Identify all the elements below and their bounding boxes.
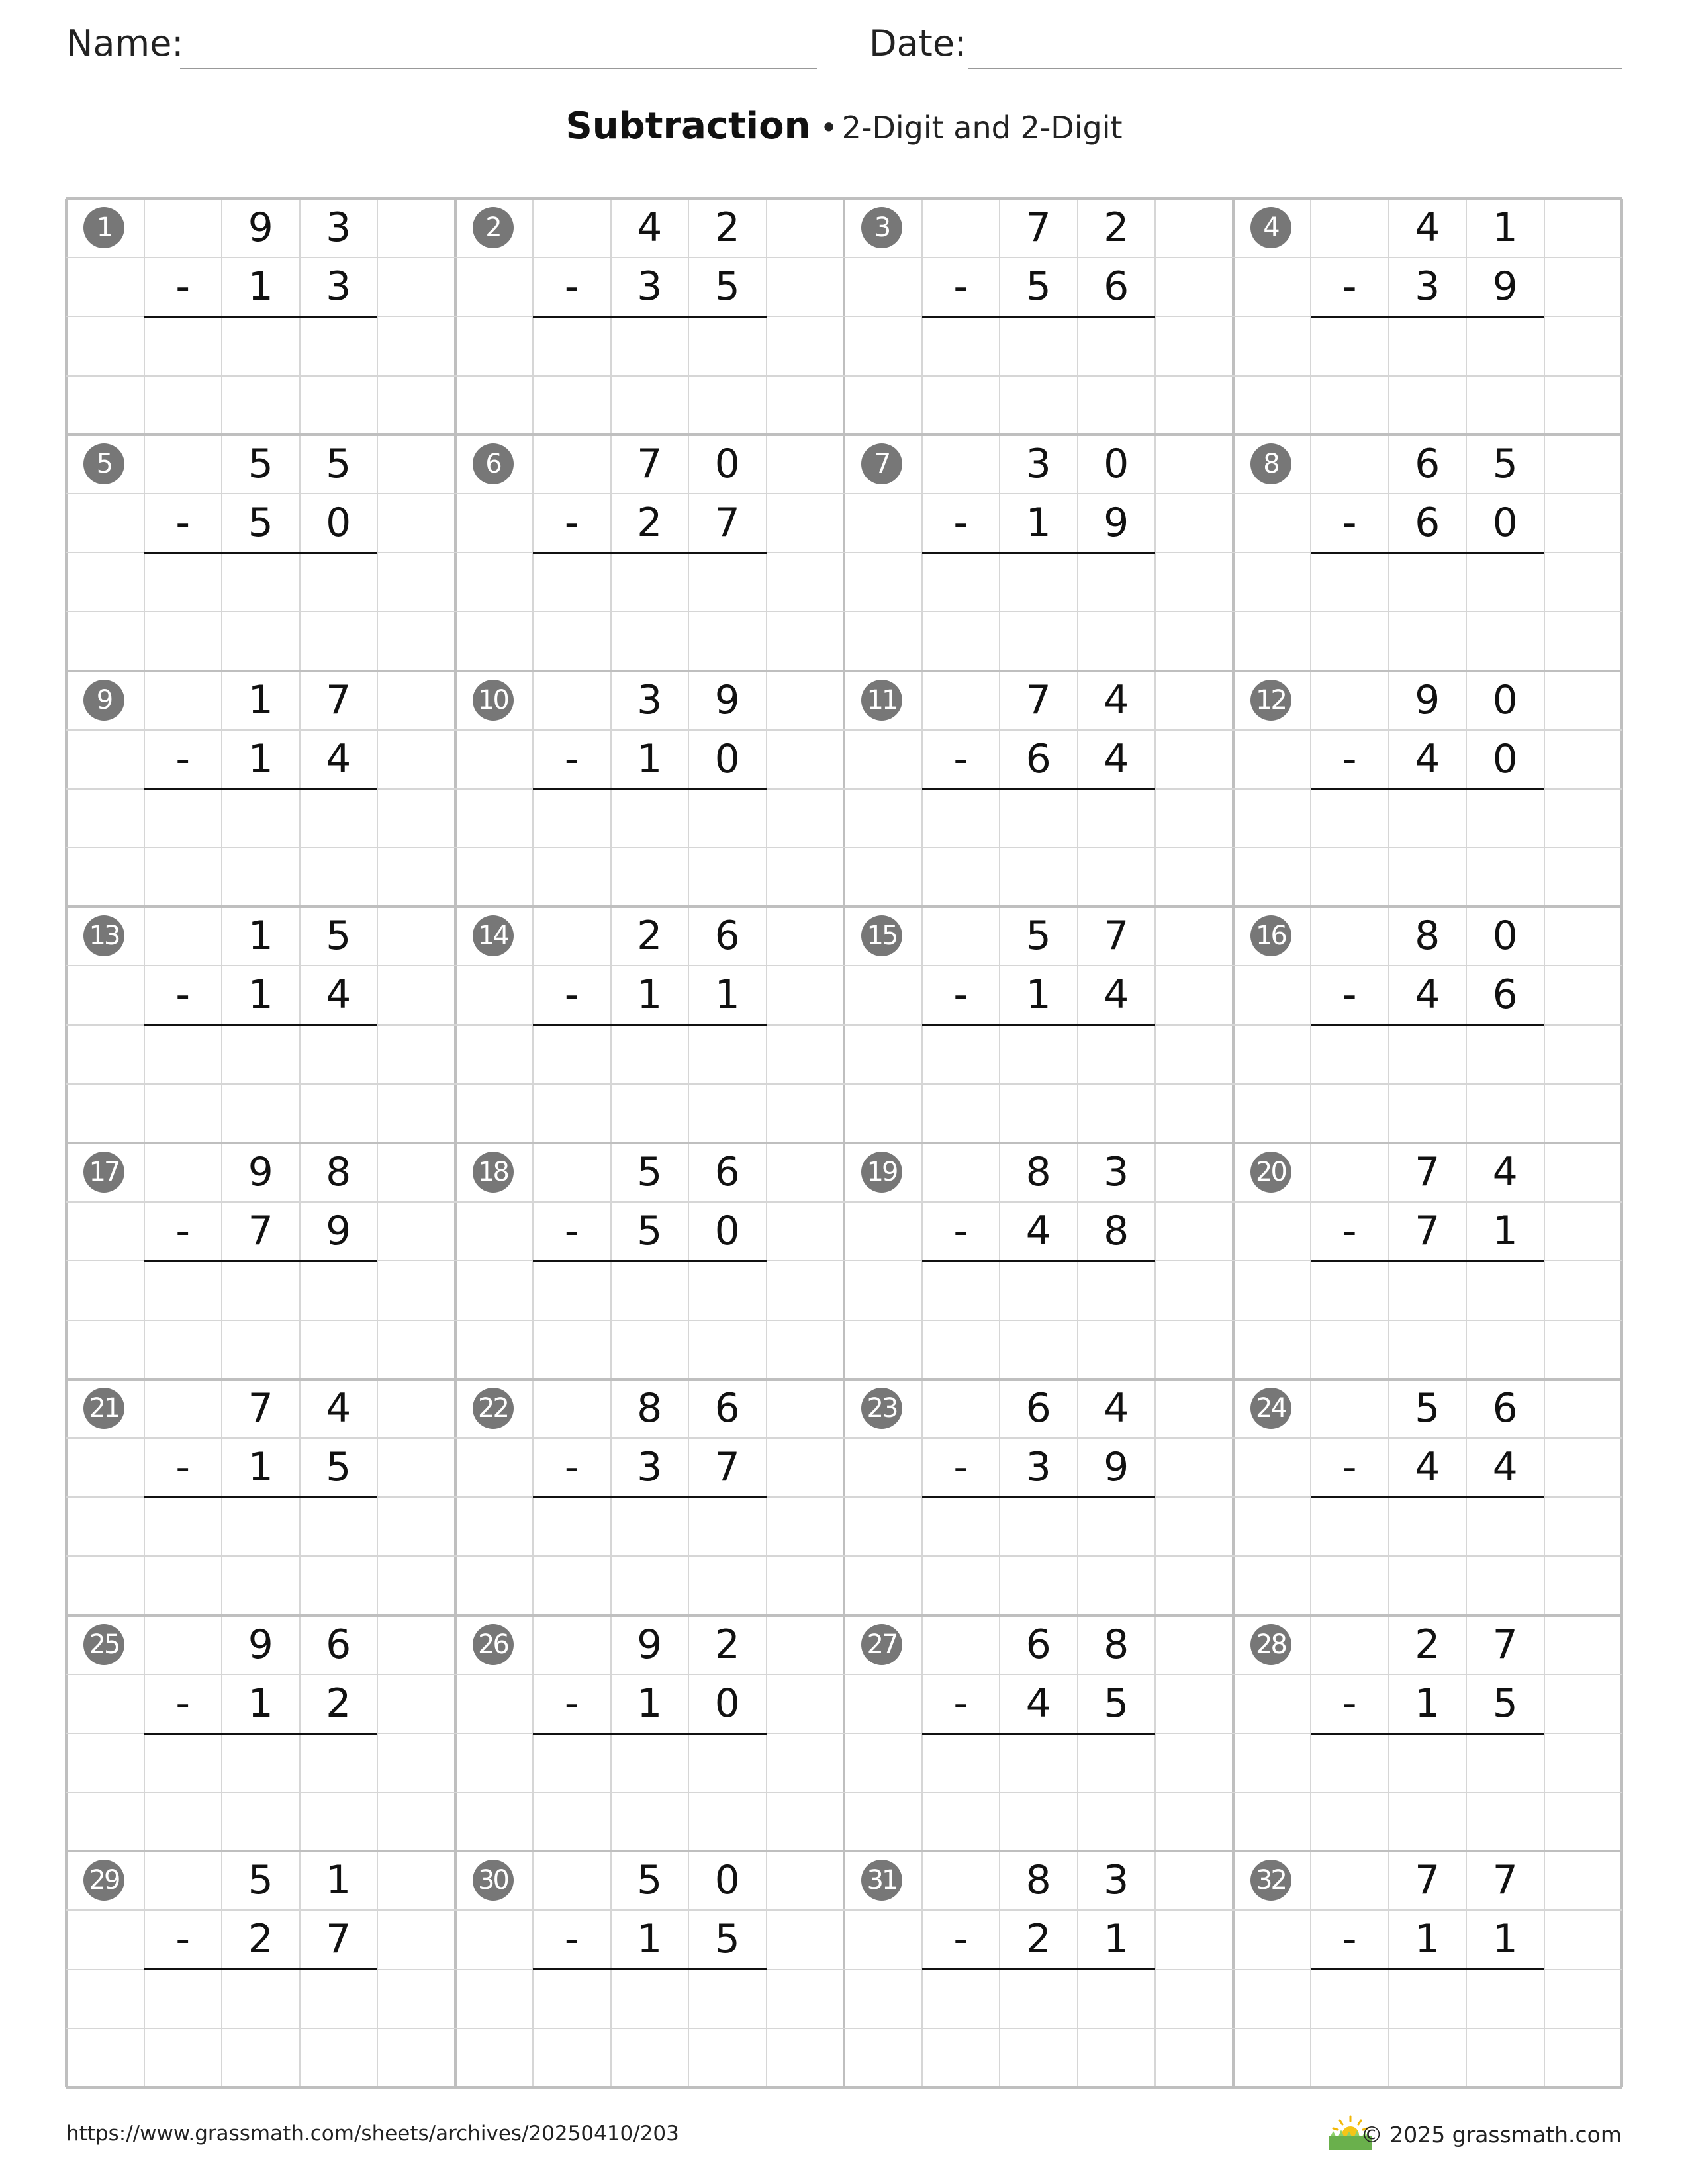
subtrahend-tens-digit: 1 — [637, 1916, 663, 1963]
answer-rule — [1311, 1260, 1544, 1262]
problem-number-badge: 1 — [83, 207, 124, 248]
answer-rule — [922, 1968, 1156, 1970]
date-line — [968, 68, 1622, 69]
problem-number-badge: 4 — [1250, 207, 1291, 248]
subtrahend-ones-digit: 1 — [1103, 1916, 1129, 1963]
footer-copyright: © 2025 grassmath.com — [1360, 2122, 1622, 2148]
minus-sign: - — [175, 735, 191, 782]
problem-5 — [66, 435, 455, 671]
minus-sign: - — [175, 263, 191, 310]
minuend-ones-digit: 4 — [1103, 1385, 1129, 1432]
answer-rule — [144, 1968, 378, 1970]
subtrahend-ones-digit: 9 — [1103, 1443, 1129, 1490]
date-label: Date: — [869, 23, 967, 64]
subtrahend-tens-digit: 5 — [637, 1208, 663, 1255]
problem-number-badge: 9 — [83, 680, 124, 721]
minuend-ones-digit: 0 — [1492, 913, 1518, 960]
minus-sign: - — [1342, 1680, 1357, 1727]
answer-rule — [1311, 1496, 1544, 1498]
minuend-tens-digit: 9 — [248, 205, 273, 251]
subtrahend-tens-digit: 3 — [637, 263, 663, 310]
subtrahend-tens-digit: 1 — [637, 972, 663, 1019]
problem-27 — [844, 1615, 1233, 1852]
name-label: Name: — [66, 23, 184, 64]
problem-29 — [66, 1851, 455, 2087]
answer-rule — [1311, 552, 1544, 554]
minus-sign: - — [953, 972, 968, 1019]
minuend-tens-digit: 8 — [1415, 913, 1440, 960]
minuend-ones-digit: 3 — [1103, 1149, 1129, 1195]
subtrahend-ones-digit: 0 — [1492, 499, 1518, 546]
subtrahend-ones-digit: 7 — [714, 1443, 740, 1490]
minuend-ones-digit: 6 — [714, 1149, 740, 1195]
minuend-tens-digit: 5 — [248, 1857, 273, 1904]
problem-number-badge: 27 — [861, 1624, 902, 1665]
problem-26 — [455, 1615, 845, 1852]
problem-32 — [1233, 1851, 1622, 2087]
problem-17 — [66, 1143, 455, 1379]
subtrahend-ones-digit: 4 — [326, 972, 352, 1019]
minuend-tens-digit: 8 — [637, 1385, 663, 1432]
answer-rule — [533, 1260, 767, 1262]
minuend-ones-digit: 2 — [1103, 205, 1129, 251]
problem-number-badge: 6 — [473, 443, 514, 484]
subtrahend-tens-digit: 1 — [1025, 499, 1051, 546]
title-subtitle: 2-Digit and 2-Digit — [841, 110, 1123, 146]
subtrahend-tens-digit: 1 — [248, 1680, 273, 1727]
minus-sign: - — [564, 735, 579, 782]
problem-number-badge: 32 — [1250, 1860, 1291, 1901]
subtrahend-tens-digit: 5 — [248, 499, 273, 546]
subtrahend-tens-digit: 2 — [248, 1916, 273, 1963]
minuend-tens-digit: 1 — [248, 913, 273, 960]
minus-sign: - — [953, 263, 968, 310]
subtrahend-tens-digit: 1 — [248, 735, 273, 782]
subtrahend-ones-digit: 5 — [326, 1443, 352, 1490]
problem-21 — [66, 1379, 455, 1615]
footer-url: https://www.grassmath.com/sheets/archives/20250410/203 — [66, 2122, 679, 2146]
minus-sign: - — [953, 735, 968, 782]
answer-rule — [144, 552, 378, 554]
minus-sign: - — [564, 499, 579, 546]
minuend-tens-digit: 7 — [1025, 676, 1051, 723]
minus-sign: - — [175, 1916, 191, 1963]
subtrahend-tens-digit: 6 — [1025, 735, 1051, 782]
minuend-ones-digit: 8 — [1103, 1621, 1129, 1668]
problem-31 — [844, 1851, 1233, 2087]
subtrahend-tens-digit: 4 — [1415, 1443, 1440, 1490]
title-main: Subtraction — [565, 105, 811, 148]
problem-number-badge: 10 — [473, 680, 514, 721]
minuend-ones-digit: 0 — [1492, 676, 1518, 723]
subtrahend-ones-digit: 9 — [1103, 499, 1129, 546]
answer-rule — [1311, 788, 1544, 790]
subtrahend-ones-digit: 9 — [1492, 263, 1518, 310]
minuend-tens-digit: 6 — [1415, 440, 1440, 487]
problem-6 — [455, 435, 845, 671]
subtrahend-ones-digit: 5 — [1492, 1680, 1518, 1727]
minus-sign: - — [564, 972, 579, 1019]
minuend-tens-digit: 5 — [1025, 913, 1051, 960]
minuend-ones-digit: 0 — [714, 440, 740, 487]
minuend-ones-digit: 6 — [326, 1621, 352, 1668]
minuend-tens-digit: 9 — [1415, 676, 1440, 723]
problem-30 — [455, 1851, 845, 2087]
problem-number-badge: 22 — [473, 1388, 514, 1429]
subtrahend-ones-digit: 4 — [1103, 972, 1129, 1019]
problem-16 — [1233, 907, 1622, 1143]
answer-rule — [1311, 1024, 1544, 1026]
minuend-tens-digit: 3 — [1025, 440, 1051, 487]
problem-22 — [455, 1379, 845, 1615]
problem-number-badge: 11 — [861, 680, 902, 721]
answer-rule — [922, 316, 1156, 318]
subtrahend-tens-digit: 1 — [248, 972, 273, 1019]
minuend-tens-digit: 7 — [1415, 1149, 1440, 1195]
answer-rule — [533, 1733, 767, 1735]
subtrahend-tens-digit: 2 — [637, 499, 663, 546]
problem-11 — [844, 671, 1233, 907]
subtrahend-tens-digit: 3 — [637, 1443, 663, 1490]
problem-number-badge: 13 — [83, 915, 124, 956]
answer-rule — [1311, 1733, 1544, 1735]
problem-number-badge: 2 — [473, 207, 514, 248]
problem-number-badge: 26 — [473, 1624, 514, 1665]
minus-sign: - — [564, 1680, 579, 1727]
minuend-tens-digit: 4 — [637, 205, 663, 251]
minuend-ones-digit: 6 — [1492, 1385, 1518, 1432]
problem-number-badge: 18 — [473, 1152, 514, 1193]
minuend-ones-digit: 1 — [1492, 205, 1518, 251]
minuend-ones-digit: 3 — [1103, 1857, 1129, 1904]
minuend-ones-digit: 4 — [1492, 1149, 1518, 1195]
answer-rule — [533, 1968, 767, 1970]
minuend-tens-digit: 1 — [248, 676, 273, 723]
problem-25 — [66, 1615, 455, 1852]
minuend-tens-digit: 8 — [1025, 1149, 1051, 1195]
subtrahend-tens-digit: 3 — [1025, 1443, 1051, 1490]
subtrahend-tens-digit: 4 — [1415, 972, 1440, 1019]
subtrahend-ones-digit: 1 — [714, 972, 740, 1019]
minuend-ones-digit: 9 — [714, 676, 740, 723]
problem-number-badge: 3 — [861, 207, 902, 248]
subtrahend-ones-digit: 4 — [326, 735, 352, 782]
name-line — [180, 68, 817, 69]
subtrahend-tens-digit: 1 — [248, 1443, 273, 1490]
problem-number-badge: 28 — [1250, 1624, 1291, 1665]
answer-rule — [144, 316, 378, 318]
problem-number-badge: 16 — [1250, 915, 1291, 956]
problem-number-badge: 19 — [861, 1152, 902, 1193]
answer-rule — [922, 1496, 1156, 1498]
minuend-ones-digit: 8 — [326, 1149, 352, 1195]
problem-number-badge: 24 — [1250, 1388, 1291, 1429]
problem-14 — [455, 907, 845, 1143]
minuend-tens-digit: 4 — [1415, 205, 1440, 251]
problem-number-badge: 15 — [861, 915, 902, 956]
minuend-tens-digit: 7 — [1025, 205, 1051, 251]
minus-sign: - — [175, 499, 191, 546]
minuend-ones-digit: 7 — [1492, 1857, 1518, 1904]
minuend-tens-digit: 9 — [248, 1149, 273, 1195]
problem-grid — [66, 199, 1622, 2087]
subtrahend-ones-digit: 1 — [1492, 1208, 1518, 1255]
problem-1 — [66, 199, 455, 435]
problem-15 — [844, 907, 1233, 1143]
problem-number-badge: 8 — [1250, 443, 1291, 484]
minuend-ones-digit: 0 — [1103, 440, 1129, 487]
minus-sign: - — [1342, 1916, 1357, 1963]
answer-rule — [1311, 316, 1544, 318]
problem-3 — [844, 199, 1233, 435]
problem-number-badge: 12 — [1250, 680, 1291, 721]
answer-rule — [1311, 1968, 1544, 1970]
answer-rule — [922, 552, 1156, 554]
answer-rule — [144, 1260, 378, 1262]
problem-number-badge: 20 — [1250, 1152, 1291, 1193]
subtrahend-ones-digit: 6 — [1103, 263, 1129, 310]
minuend-tens-digit: 2 — [637, 913, 663, 960]
minuend-tens-digit: 5 — [1415, 1385, 1440, 1432]
problem-number-badge: 31 — [861, 1860, 902, 1901]
minuend-tens-digit: 3 — [637, 676, 663, 723]
subtrahend-tens-digit: 5 — [1025, 263, 1051, 310]
problem-number-badge: 17 — [83, 1152, 124, 1193]
minuend-tens-digit: 7 — [248, 1385, 273, 1432]
subtrahend-tens-digit: 7 — [1415, 1208, 1440, 1255]
subtrahend-ones-digit: 0 — [714, 1680, 740, 1727]
problem-2 — [455, 199, 845, 435]
answer-rule — [144, 1733, 378, 1735]
answer-rule — [922, 1024, 1156, 1026]
minus-sign: - — [564, 1916, 579, 1963]
answer-rule — [922, 788, 1156, 790]
subtrahend-tens-digit: 1 — [248, 263, 273, 310]
problem-12 — [1233, 671, 1622, 907]
subtrahend-ones-digit: 4 — [1492, 1443, 1518, 1490]
answer-rule — [144, 1024, 378, 1026]
subtrahend-tens-digit: 1 — [637, 735, 663, 782]
subtrahend-ones-digit: 1 — [1492, 1916, 1518, 1963]
minuend-ones-digit: 7 — [1492, 1621, 1518, 1668]
minus-sign: - — [953, 1680, 968, 1727]
subtrahend-ones-digit: 9 — [326, 1208, 352, 1255]
subtrahend-ones-digit: 8 — [1103, 1208, 1129, 1255]
problem-24 — [1233, 1379, 1622, 1615]
subtrahend-ones-digit: 2 — [326, 1680, 352, 1727]
subtrahend-tens-digit: 4 — [1415, 735, 1440, 782]
minuend-ones-digit: 5 — [1492, 440, 1518, 487]
subtrahend-tens-digit: 4 — [1025, 1208, 1051, 1255]
subtrahend-ones-digit: 5 — [714, 263, 740, 310]
minuend-ones-digit: 4 — [1103, 676, 1129, 723]
minuend-ones-digit: 2 — [714, 1621, 740, 1668]
problem-number-badge: 21 — [83, 1388, 124, 1429]
problem-number-badge: 30 — [473, 1860, 514, 1901]
minuend-tens-digit: 2 — [1415, 1621, 1440, 1668]
subtrahend-tens-digit: 1 — [1415, 1680, 1440, 1727]
problem-8 — [1233, 435, 1622, 671]
minuend-tens-digit: 8 — [1025, 1857, 1051, 1904]
minuend-tens-digit: 7 — [637, 440, 663, 487]
minuend-ones-digit: 6 — [714, 913, 740, 960]
problem-10 — [455, 671, 845, 907]
subtrahend-tens-digit: 3 — [1415, 263, 1440, 310]
minuend-ones-digit: 6 — [714, 1385, 740, 1432]
subtrahend-tens-digit: 6 — [1415, 499, 1440, 546]
minus-sign: - — [175, 1208, 191, 1255]
subtrahend-ones-digit: 7 — [326, 1916, 352, 1963]
minuend-tens-digit: 5 — [637, 1857, 663, 1904]
minus-sign: - — [1342, 735, 1357, 782]
subtrahend-ones-digit: 0 — [714, 1208, 740, 1255]
subtrahend-ones-digit: 0 — [1492, 735, 1518, 782]
answer-rule — [533, 1496, 767, 1498]
minus-sign: - — [953, 1443, 968, 1490]
minuend-ones-digit: 0 — [714, 1857, 740, 1904]
minuend-tens-digit: 6 — [1025, 1385, 1051, 1432]
subtrahend-ones-digit: 0 — [714, 735, 740, 782]
minuend-ones-digit: 7 — [1103, 913, 1129, 960]
answer-rule — [144, 788, 378, 790]
minus-sign: - — [953, 1916, 968, 1963]
problem-7 — [844, 435, 1233, 671]
problem-18 — [455, 1143, 845, 1379]
subtrahend-ones-digit: 6 — [1492, 972, 1518, 1019]
subtrahend-tens-digit: 1 — [1025, 972, 1051, 1019]
minuend-ones-digit: 1 — [326, 1857, 352, 1904]
title-separator: • — [820, 110, 838, 146]
minus-sign: - — [564, 263, 579, 310]
subtrahend-ones-digit: 7 — [714, 499, 740, 546]
subtrahend-ones-digit: 5 — [714, 1916, 740, 1963]
subtrahend-tens-digit: 2 — [1025, 1916, 1051, 1963]
subtrahend-tens-digit: 4 — [1025, 1680, 1051, 1727]
answer-rule — [144, 1496, 378, 1498]
minus-sign: - — [1342, 972, 1357, 1019]
problem-number-badge: 29 — [83, 1860, 124, 1901]
problem-4 — [1233, 199, 1622, 435]
minuend-ones-digit: 2 — [714, 205, 740, 251]
subtrahend-tens-digit: 1 — [1415, 1916, 1440, 1963]
minuend-ones-digit: 5 — [326, 913, 352, 960]
minus-sign: - — [175, 972, 191, 1019]
problem-19 — [844, 1143, 1233, 1379]
minuend-ones-digit: 4 — [326, 1385, 352, 1432]
problem-23 — [844, 1379, 1233, 1615]
minus-sign: - — [175, 1680, 191, 1727]
subtrahend-tens-digit: 7 — [248, 1208, 273, 1255]
subtrahend-ones-digit: 0 — [326, 499, 352, 546]
problem-number-badge: 7 — [861, 443, 902, 484]
subtrahend-tens-digit: 1 — [637, 1680, 663, 1727]
problem-number-badge: 23 — [861, 1388, 902, 1429]
minus-sign: - — [175, 1443, 191, 1490]
minuend-tens-digit: 5 — [248, 440, 273, 487]
minuend-ones-digit: 5 — [326, 440, 352, 487]
minus-sign: - — [1342, 1443, 1357, 1490]
problem-13 — [66, 907, 455, 1143]
subtrahend-ones-digit: 4 — [1103, 735, 1129, 782]
problem-number-badge: 25 — [83, 1624, 124, 1665]
answer-rule — [922, 1733, 1156, 1735]
answer-rule — [533, 316, 767, 318]
minus-sign: - — [1342, 1208, 1357, 1255]
minuend-ones-digit: 7 — [326, 676, 352, 723]
minus-sign: - — [564, 1443, 579, 1490]
minuend-tens-digit: 7 — [1415, 1857, 1440, 1904]
problem-28 — [1233, 1615, 1622, 1852]
worksheet-title — [0, 105, 1688, 148]
answer-rule — [533, 552, 767, 554]
minuend-ones-digit: 3 — [326, 205, 352, 251]
minus-sign: - — [953, 499, 968, 546]
minuend-tens-digit: 6 — [1025, 1621, 1051, 1668]
answer-rule — [533, 788, 767, 790]
minuend-tens-digit: 5 — [637, 1149, 663, 1195]
minus-sign: - — [564, 1208, 579, 1255]
problem-9 — [66, 671, 455, 907]
answer-rule — [533, 1024, 767, 1026]
answer-rule — [922, 1260, 1156, 1262]
minus-sign: - — [953, 1208, 968, 1255]
problem-number-badge: 14 — [473, 915, 514, 956]
subtrahend-ones-digit: 5 — [1103, 1680, 1129, 1727]
minuend-tens-digit: 9 — [248, 1621, 273, 1668]
minus-sign: - — [1342, 499, 1357, 546]
minus-sign: - — [1342, 263, 1357, 310]
problem-20 — [1233, 1143, 1622, 1379]
problem-number-badge: 5 — [83, 443, 124, 484]
subtrahend-ones-digit: 3 — [326, 263, 352, 310]
minuend-tens-digit: 9 — [637, 1621, 663, 1668]
